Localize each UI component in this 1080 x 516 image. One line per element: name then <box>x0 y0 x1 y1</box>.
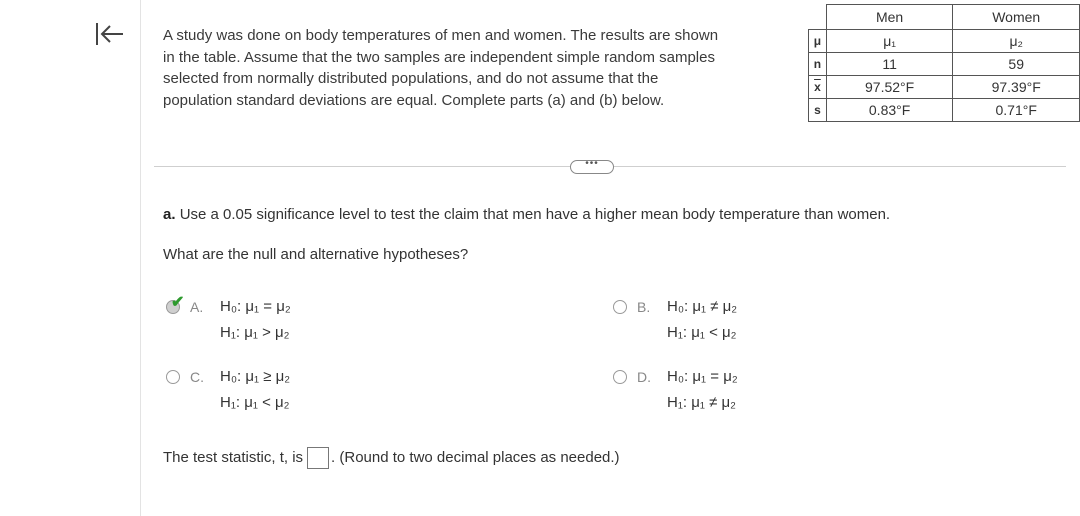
radio-c[interactable] <box>166 370 180 384</box>
option-c-h0: H₀: μ₁ ≥ μ₂ <box>220 368 291 385</box>
collapse-left-icon[interactable] <box>92 18 128 50</box>
problem-intro <box>163 25 803 111</box>
cell-men: 97.52°F <box>826 76 953 99</box>
part-a-label: a. <box>163 206 176 223</box>
row-symbol: s <box>809 99 827 122</box>
cell-women: 59 <box>953 53 1080 76</box>
test-statistic-prefix: The test statistic, t, is <box>163 448 304 466</box>
part-a-prompt <box>163 206 890 223</box>
row-symbol: n <box>809 53 827 76</box>
test-statistic-suffix: . (Round to two decimal places as needed.) <box>331 448 620 466</box>
row-symbol: $\overline{x}$ <box>809 76 827 99</box>
option-b-letter: B. <box>637 299 651 315</box>
cell-women: 0.71°F <box>953 99 1080 122</box>
cell-women: 97.39°F <box>953 76 1080 99</box>
option-d-letter: D. <box>637 369 651 385</box>
table-corner <box>809 5 827 30</box>
left-divider <box>140 0 141 516</box>
option-c-letter: C. <box>190 369 204 385</box>
intro-line-2: in the table. Assume that the two samples are independent simple random samples <box>163 48 715 66</box>
option-b[interactable] <box>610 296 810 346</box>
radio-d[interactable] <box>613 370 627 384</box>
table-row <box>809 99 1080 122</box>
option-a[interactable] <box>163 296 363 346</box>
option-c[interactable] <box>163 366 363 416</box>
more-button[interactable]: ••• <box>570 160 614 174</box>
row-symbol: μ <box>809 30 827 53</box>
intro-line-4: population standard deviations are equal. Complete parts (a) and (b) below. <box>163 91 665 109</box>
option-d-h1: H₁: μ₁ ≠ μ₂ <box>667 394 736 411</box>
option-d[interactable] <box>610 366 810 416</box>
table-header-row <box>809 5 1080 30</box>
option-d-h0: H₀: μ₁ = μ₂ <box>667 368 738 385</box>
cell-men: 11 <box>826 53 953 76</box>
test-statistic-row <box>163 447 620 469</box>
option-c-h1: H₁: μ₁ < μ₂ <box>220 394 290 411</box>
intro-line-3: selected from normally distributed populations, and do not assume that the <box>163 70 659 87</box>
check-icon: ✔ <box>171 294 185 311</box>
intro-line-1: A study was done on body temperatures of men and women. The results are shown <box>163 27 719 44</box>
cell-men: 0.83°F <box>826 99 953 122</box>
option-a-letter: A. <box>190 299 204 315</box>
option-b-h0: H₀: μ₁ ≠ μ₂ <box>667 298 738 315</box>
header-women: Women <box>953 5 1080 30</box>
question-text: What are the null and alternative hypotheses? <box>163 246 469 263</box>
data-table <box>808 4 1080 122</box>
answer-input[interactable] <box>307 447 329 469</box>
cell-men: μ₁ <box>826 30 953 53</box>
table-row <box>809 76 1080 99</box>
option-b-h1: H₁: μ₁ < μ₂ <box>667 324 737 341</box>
radio-b[interactable] <box>613 300 627 314</box>
part-a-text: Use a 0.05 significance level to test the claim that men have a higher mean body temperature than women. <box>179 206 891 223</box>
option-a-h1: H₁: μ₁ > μ₂ <box>220 324 290 341</box>
table-row <box>809 53 1080 76</box>
cell-women: μ₂ <box>953 30 1080 53</box>
table-row <box>809 30 1080 53</box>
header-men: Men <box>826 5 953 30</box>
option-a-h0: H₀: μ₁ = μ₂ <box>220 298 291 315</box>
